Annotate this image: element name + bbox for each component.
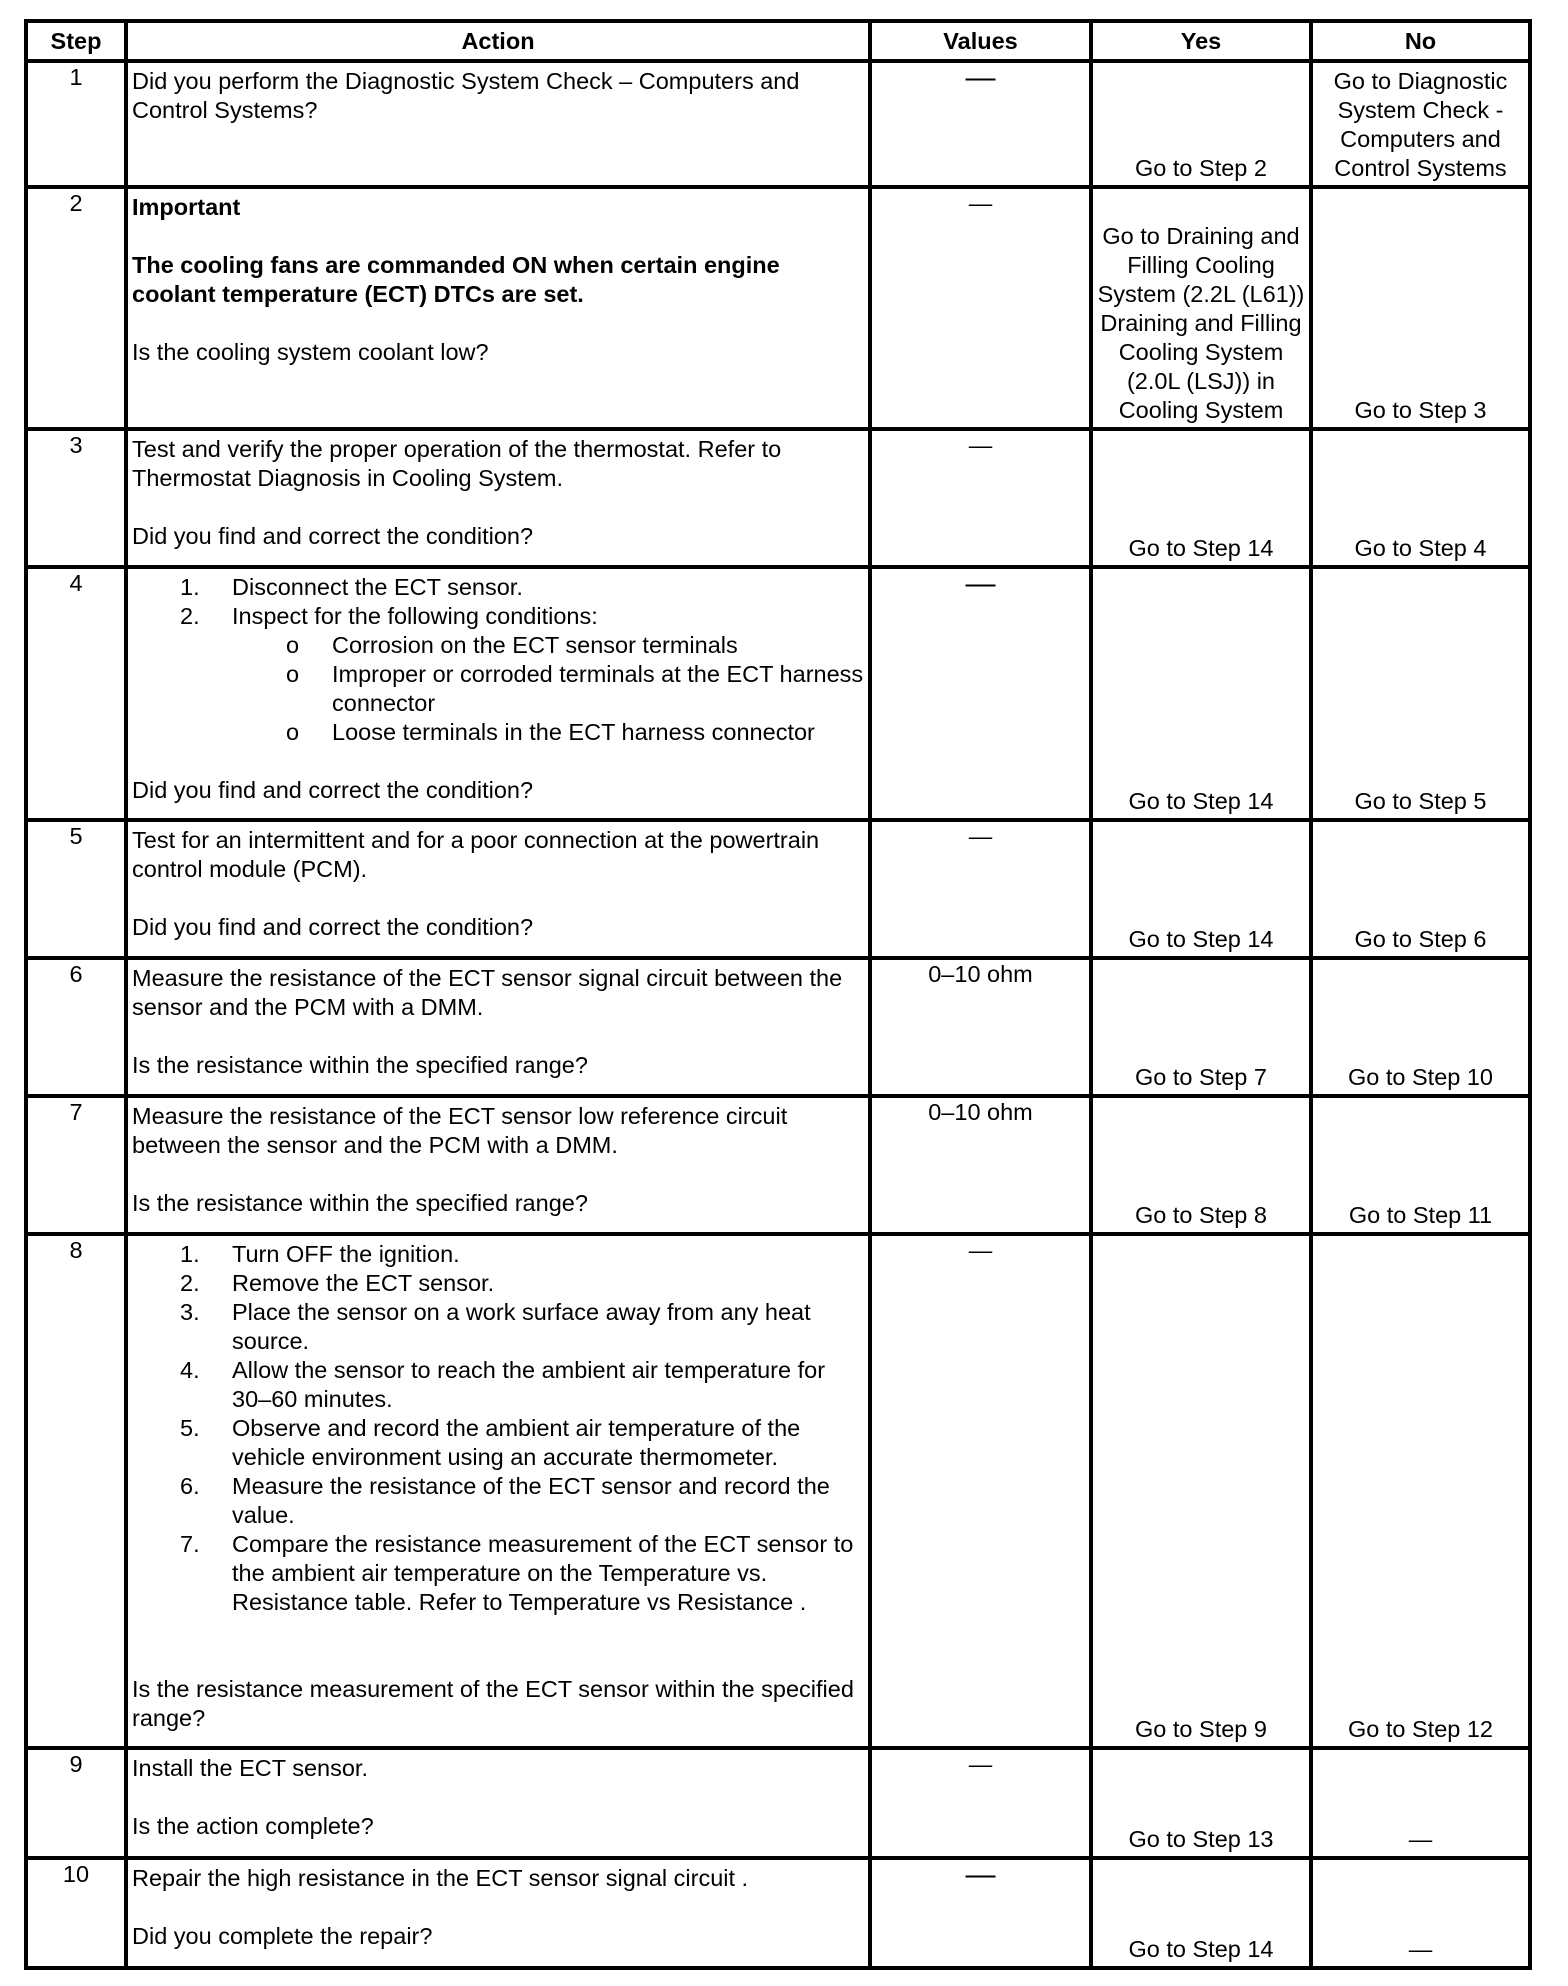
no-cell: Go to Diagnostic System Check - Computers and Control Systems: [1311, 61, 1530, 187]
values-text: —: [968, 823, 993, 849]
important-label: Important: [132, 194, 241, 220]
header-no: No: [1311, 21, 1530, 61]
values-text: —: [968, 190, 993, 216]
table-row: [26, 429, 1530, 567]
header-step: Step: [26, 21, 126, 61]
action-cell: [126, 1858, 870, 1968]
no-cell: Go to Step 5: [1311, 567, 1530, 820]
values-cell: [870, 820, 1091, 958]
step-number: 7: [26, 1096, 126, 1234]
no-cell: Go to Step 4: [1311, 429, 1530, 567]
procedure-list: [132, 1240, 864, 1617]
header-values: Values: [870, 21, 1091, 61]
header-action: Action: [126, 21, 870, 61]
yes-cell: Go to Step 14: [1091, 1858, 1311, 1968]
no-cell: —: [1311, 1858, 1530, 1968]
table-row: [26, 1748, 1530, 1858]
values-text: —: [968, 1237, 993, 1263]
values-text: —: [965, 1858, 996, 1891]
values-cell: 0–10 ohm: [870, 958, 1091, 1096]
table-row: [26, 820, 1530, 958]
action-cell: [126, 1748, 870, 1858]
step-number: 6: [26, 958, 126, 1096]
table-row: [26, 61, 1530, 187]
values-cell: [870, 1748, 1091, 1858]
action-cell: [126, 820, 870, 958]
list-item: 1. Turn OFF the ignition.: [180, 1241, 460, 1267]
yes-cell: Go to Step 7: [1091, 958, 1311, 1096]
list-item: 6. Measure the resistance of the ECT sensor and record the value.: [180, 1473, 830, 1528]
list-item: o Corrosion on the ECT sensor terminals: [286, 632, 738, 658]
values-cell: [870, 429, 1091, 567]
table-row: [26, 1096, 1530, 1234]
question-text: Is the resistance within the specified range?: [132, 1190, 588, 1216]
no-cell: Go to Step 10: [1311, 958, 1530, 1096]
list-item: 7. Compare the resistance measurement of the ECT sensor to the ambient air temperature on the Temperature vs. Resistance table. Refer to Temperature vs Resistance .: [180, 1531, 854, 1615]
action-cell: [126, 61, 870, 187]
step-number: 2: [26, 187, 126, 429]
values-cell: 0–10 ohm: [870, 1096, 1091, 1234]
yes-cell: Go to Step 13: [1091, 1748, 1311, 1858]
action-cell: [126, 567, 870, 820]
no-cell: Go to Step 12: [1311, 1234, 1530, 1748]
values-text: —: [965, 567, 996, 600]
question-text: Is the resistance within the specified range?: [132, 1052, 588, 1078]
list-item: 1. Disconnect the ECT sensor.: [180, 574, 523, 600]
list-item: 3. Place the sensor on a work surface away from any heat source.: [180, 1299, 811, 1354]
action-text: Test for an intermittent and for a poor connection at the powertrain control module (PCM).: [132, 827, 820, 882]
list-item: 2. Remove the ECT sensor.: [180, 1270, 495, 1296]
table-row: [26, 567, 1530, 820]
action-cell: [126, 1096, 870, 1234]
list-item: 5. Observe and record the ambient air temperature of the vehicle environment using an accurate thermometer.: [180, 1415, 801, 1470]
header-yes: Yes: [1091, 21, 1311, 61]
action-text: Install the ECT sensor.: [132, 1755, 368, 1781]
step-number: 10: [26, 1858, 126, 1968]
action-cell: [126, 958, 870, 1096]
no-cell: Go to Step 6: [1311, 820, 1530, 958]
question-text: Did you find and correct the condition?: [132, 914, 534, 940]
values-cell: [870, 1234, 1091, 1748]
condition-list: [132, 631, 864, 747]
action-cell: [126, 429, 870, 567]
values-cell: [870, 1858, 1091, 1968]
yes-cell: Go to Step 14: [1091, 429, 1311, 567]
step-number: 8: [26, 1234, 126, 1748]
action-cell: [126, 187, 870, 429]
values-text: —: [968, 432, 993, 458]
values-text: —: [965, 61, 996, 94]
action-text: Repair the high resistance in the ECT sensor signal circuit .: [132, 1865, 749, 1891]
table-row: [26, 1234, 1530, 1748]
step-number: 1: [26, 61, 126, 187]
yes-cell: Go to Step 14: [1091, 567, 1311, 820]
action-cell: [126, 1234, 870, 1748]
no-cell: —: [1311, 1748, 1530, 1858]
action-text: Test and verify the proper operation of the thermostat. Refer to Thermostat Diagnosis in Cooling System.: [132, 436, 782, 491]
values-cell: [870, 61, 1091, 187]
action-text: Measure the resistance of the ECT sensor low reference circuit between the sensor and the PCM with a DMM.: [132, 1103, 788, 1158]
table-row: [26, 1858, 1530, 1968]
procedure-list: [132, 573, 864, 631]
yes-cell: Go to Step 9: [1091, 1234, 1311, 1748]
step-number: 9: [26, 1748, 126, 1858]
step-number: 4: [26, 567, 126, 820]
question-text: Is the cooling system coolant low?: [132, 339, 489, 365]
list-item: o Loose terminals in the ECT harness connector: [286, 719, 815, 745]
list-item: 2. Inspect for the following conditions:: [180, 603, 598, 629]
table-row: [26, 958, 1530, 1096]
step-number: 5: [26, 820, 126, 958]
values-text: —: [968, 1751, 993, 1777]
question-text: Did you find and correct the condition?: [132, 777, 534, 803]
header-row: [26, 21, 1530, 61]
yes-cell: Go to Step 14: [1091, 820, 1311, 958]
values-cell: [870, 567, 1091, 820]
question-text: Did you complete the repair?: [132, 1923, 433, 1949]
diagnostic-table: [24, 19, 1532, 1970]
list-item: 4. Allow the sensor to reach the ambient air temperature for 30–60 minutes.: [180, 1357, 826, 1412]
no-cell: Go to Step 3: [1311, 187, 1530, 429]
yes-cell: Go to Step 8: [1091, 1096, 1311, 1234]
values-cell: [870, 187, 1091, 429]
question-text: Did you find and correct the condition?: [132, 523, 534, 549]
yes-cell: Go to Draining and Filling Cooling System (2.2L (L61)) Draining and Filling Cooling System (2.0L (LSJ)) in Cooling System: [1091, 187, 1311, 429]
important-note: The cooling fans are commanded ON when certain engine coolant temperature (ECT) DTCs are set.: [132, 252, 780, 307]
table-row: [26, 187, 1530, 429]
question-text: Is the action complete?: [132, 1813, 374, 1839]
yes-cell: Go to Step 2: [1091, 61, 1311, 187]
question-text: Is the resistance measurement of the ECT sensor within the specified range?: [132, 1676, 854, 1731]
action-text: Did you perform the Diagnostic System Check – Computers and Control Systems?: [132, 68, 800, 123]
list-item: o Improper or corroded terminals at the ECT harness connector: [286, 661, 864, 716]
step-number: 3: [26, 429, 126, 567]
no-cell: Go to Step 11: [1311, 1096, 1530, 1234]
action-text: Measure the resistance of the ECT sensor signal circuit between the sensor and the PCM with a DMM.: [132, 965, 843, 1020]
